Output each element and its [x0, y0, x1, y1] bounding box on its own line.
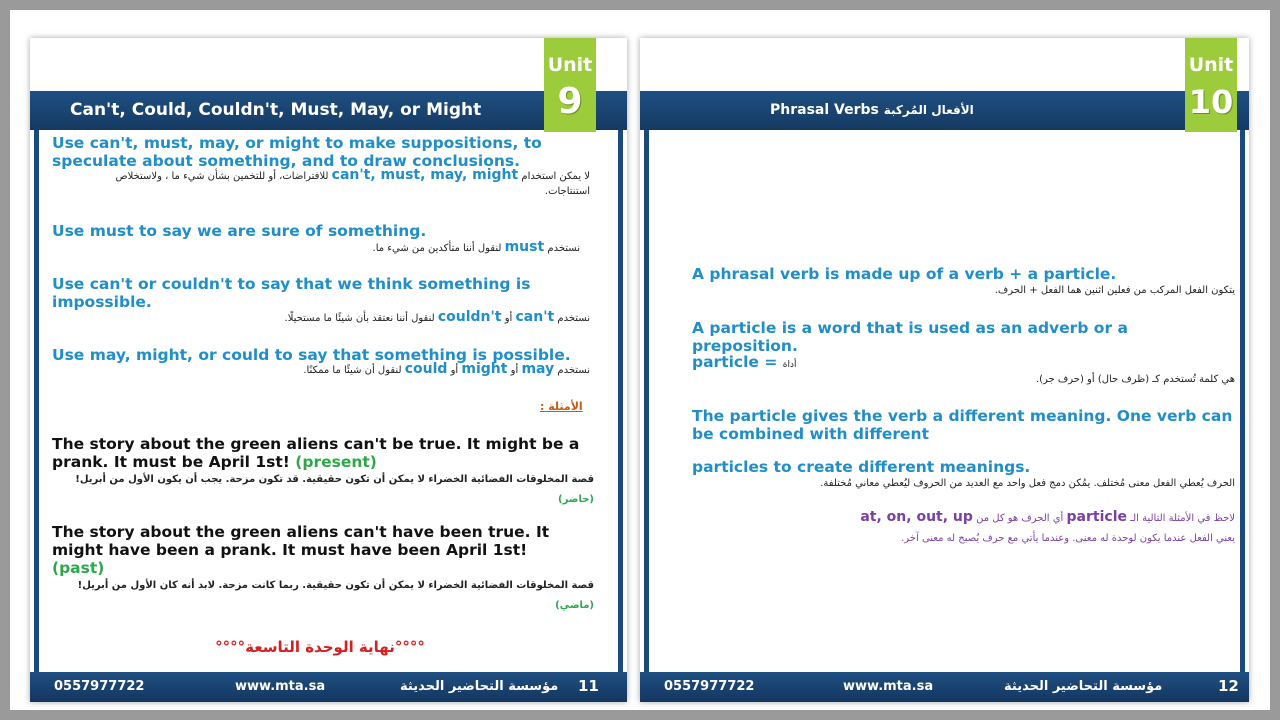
unit-badge: [1185, 38, 1237, 132]
note-arabic-2: يعني الفعل عندما يكون لوحدة له معنى. وعندما يأتي مع حرف يُصبح له معنى آخر.: [901, 533, 1235, 544]
paragraph-1-arabic: يتكون الفعل المركب من فعلين اثنين هما الفعل + الحرف.: [994, 285, 1235, 296]
page-number: 11: [578, 677, 599, 695]
rule-3-arabic: نستخدم can't أو couldn't لنقول أننا نعتقد بأن شيئًا ما مستحيلًا.: [284, 309, 590, 325]
page-title: Phrasal Verbs الأفعال المُركبة: [770, 102, 974, 118]
example-2-arabic: قصة المخلوقات الفضائية الخضراء لا يمكن أن تكون حقيقية. ربما كانت مزحة. لابد أنه كان الأول من أبريل!: [77, 580, 594, 591]
page-title: Can't, Could, Couldn't, Must, May, or Might: [70, 100, 482, 120]
rule-1-text: Use can't, must, may, or might to make suppositions, to speculate about something, and to draw conclusions.: [52, 134, 542, 170]
paragraph-3-text-cont: particles to create different meanings.: [692, 458, 1031, 476]
footer-phone: 0557977722: [54, 679, 145, 694]
rule-2-text: Use must to say we are sure of something.: [52, 222, 427, 240]
example-2-arabic-tag: (ماضي): [555, 600, 594, 611]
paragraph-1-text: A phrasal verb is made up of a verb + a particle.: [692, 265, 1117, 283]
viewer-frame: [10, 10, 1270, 710]
footer-website: www.mta.sa: [235, 679, 326, 694]
rule-1-arabic: لا يمكن استخدام can't, must, may, might للافتراضات، أو للتخمين بشأن شيء ما ، ولاستخلاص استنتاجات.: [115, 167, 590, 197]
page-footer: [640, 672, 1249, 702]
unit-label: Unit: [1188, 54, 1234, 76]
footer-phone: 0557977722: [664, 679, 755, 694]
example-1-arabic-tag: (حاضر): [558, 494, 594, 505]
example-2-text: The story about the green aliens can't have been true. It might have been a prank. It must have been April 1st! (past): [52, 523, 550, 577]
paragraph-3-text: The particle gives the verb a different meaning. One verb can be combined with different: [692, 407, 1233, 443]
footer-organization: مؤسسة التحاضير الحديثة: [1004, 679, 1163, 694]
footer-website: www.mta.sa: [843, 679, 934, 694]
footer-organization: مؤسسة التحاضير الحديثة: [400, 679, 559, 694]
content-border: [644, 130, 1245, 674]
rule-3-text: Use can't or couldn't to say that we think something is impossible.: [52, 275, 531, 311]
example-1-text: The story about the green aliens can't be true. It might be a prank. It must be April 1st! (present): [52, 435, 580, 471]
end-of-unit-note: °°°°نهاية الوحدة التاسعة°°°°: [215, 638, 425, 656]
page-unit-10: [640, 38, 1249, 702]
rule-4-arabic: نستخدم may أو might أو could لنقول أن شيئًا ما ممكنًا.: [303, 361, 590, 377]
examples-label: الأمثلة :: [540, 400, 583, 413]
unit-number: 9: [557, 81, 583, 122]
header-band: [640, 91, 1249, 130]
tense-tag: (past): [52, 559, 105, 577]
tense-tag: (present): [295, 453, 377, 471]
unit-badge: [544, 38, 596, 132]
unit-label: Unit: [547, 54, 593, 76]
paragraph-2-arabic: هي كلمة تُستخدم كـ (ظرف حال) أو (حرف جر).: [1035, 374, 1235, 385]
rule-2-arabic: نستخدم must لنقول أننا متأكدين من شيء ما.: [372, 239, 580, 255]
header-band: [30, 91, 627, 130]
paragraph-2-text: A particle is a word that is used as an adverb or a preposition.: [692, 319, 1128, 355]
page-footer: [30, 672, 627, 702]
unit-number: 10: [1188, 83, 1234, 121]
example-1-arabic: قصة المخلوقات الفضائية الخضراء لا يمكن أن تكون حقيقية. قد تكون مزحة. يجب أن يكون الأول من أبريل!: [75, 474, 594, 485]
rule-4-text: Use may, might, or could to say that something is possible.: [52, 346, 571, 364]
page-number: 12: [1218, 677, 1239, 695]
page-unit-9: [30, 38, 627, 702]
particle-definition: particle = أداة: [692, 353, 797, 371]
paragraph-3-arabic: الحرف يُعطي الفعل معنى مُختلف. يمُكن دمج فعل واحد مع العديد من الحروف ليُعطي معاني مُختلفة.: [820, 478, 1235, 489]
note-arabic: لاحظ في الأمثلة التالية الـ particle أي الحرف هو كل من at, on, out, up: [860, 509, 1235, 525]
